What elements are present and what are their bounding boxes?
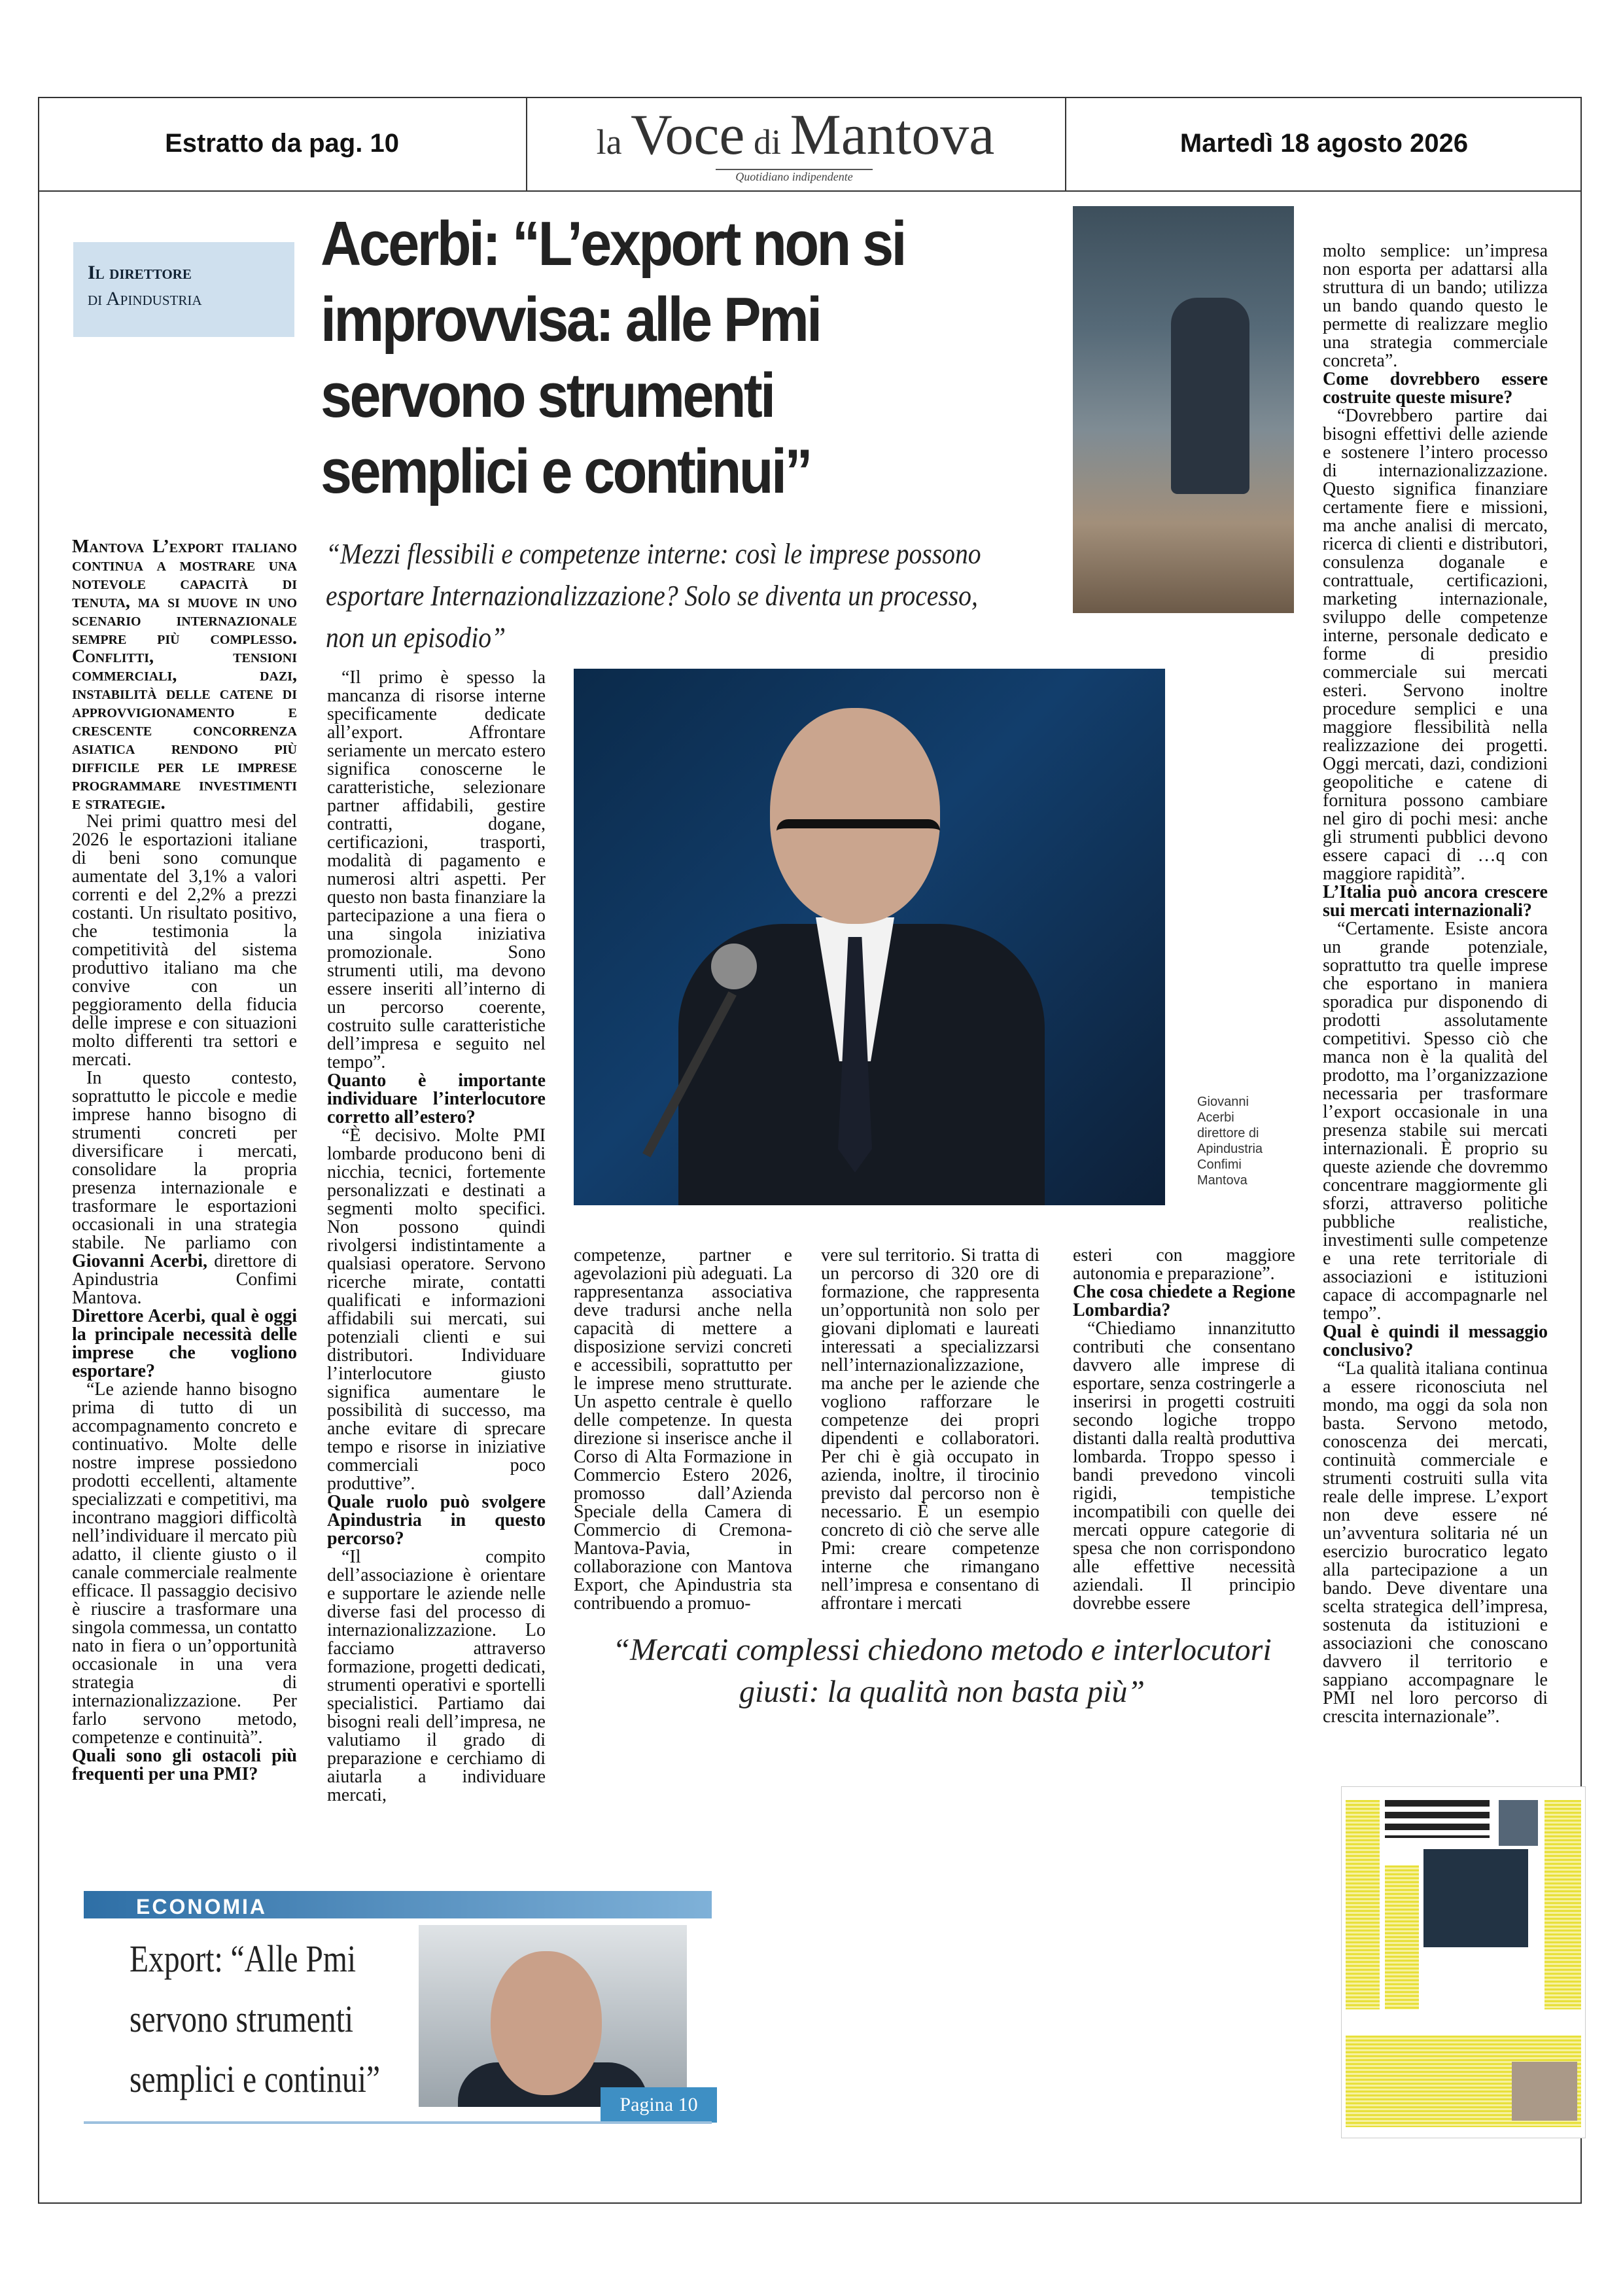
microphone-icon <box>711 944 757 989</box>
interview-answer: “Certamente. Esiste ancora un grande potenziale, soprattutto tra quelle imprese che esportano in maniera sporadica pur disponendo di prodotti assolutamente competitivi. Spesso ciò che manca non è la qualità del prodotto, ma l’organizzazione necessaria per trasformare l’export occasionale in una presenza stabile sui mercati internazionali. È proprio su queste aziende che dovremmo concentrare maggiormente gli sforzi, attraverso politiche pubbliche realistiche, investimenti sulle competenze e una rete territoriale di associazioni e istituzioni capace di accompagnarle nel tempo”. <box>1323 919 1548 1324</box>
logo-la: la <box>596 122 622 162</box>
interview-question: Direttore Acerbi, qual è oggi la principale necessità delle imprese che vogliono esportare? <box>72 1306 297 1381</box>
column-paragraph: esteri con maggiore autonomia e preparazione”. <box>1073 1245 1295 1284</box>
column-paragraph: Nei primi quattro mesi del 2026 le esportazioni italiane di beni sono comunque aumentate del 3,1% a valori correnti e del 2,2% a prezzi costanti. Un risultato positivo, che testimonia la competitività del sistema produttivo italiano ma che convive con un peggioramento della fiducia delle imprese e con situazioni molto differenti tra settori e mercati. <box>72 811 297 1070</box>
article-column-2 <box>327 669 546 1805</box>
logo-voce: Voce <box>631 103 745 167</box>
interview-question: L’Italia può ancora crescere sui mercati internazionali? <box>1323 882 1548 921</box>
column-paragraph <box>72 1069 297 1307</box>
column-paragraph: molto semplice: un’impresa non esporta per adattarsi alla struttura di un bando; utilizza un bando quando questo le permette di realizzare meglio una strategia commerciale concreta”. <box>1323 241 1548 371</box>
column-paragraph: “Il primo è spesso la mancanza di risorse interne specificamente dedicate all’export. Affrontare seriamente un mercato estero significa conoscerne le caratteristiche, selezionare partner affidabili, gestire contratti, dogane, certificazioni, trasporti, modalità di pagamento e numerosi altri aspetti. Per questo non basta finanziare la partecipazione a una fiera o una singola iniziativa promozionale. Sono strumenti utili, ma devono essere inseriti all’interno di un percorso coerente, costruito sulle caratteristiche dell’impresa e seguito nel tempo”. <box>327 667 546 1072</box>
extract-page-label: Estratto da pag. 10 <box>38 97 527 190</box>
face-shape <box>770 708 940 924</box>
column-paragraph: competenze, partner e agevolazioni più adeguati. La rappresentanza associativa deve tradursi anche nella capacità di mettere a disposizione servizi concreti e accessibili, soprattutto per le imprese meno strutturate. Un aspetto centrale è quello delle competenze. In questa direzione si inserisce anche il Corso di Alta Formazione in Commercio Estero 2026, promosso dall’Azienda Speciale della Camera di Commercio di Cremona-Mantova-Pavia, in collaborazione con Mantova Export, che Apindustria sta contribuendo a promuo- <box>574 1245 792 1614</box>
logo-mantova: Mantova <box>790 103 995 167</box>
paragraph-text: In questo contesto, soprattutto le piccole e medie imprese hanno bisogno di strumenti concreti per diversificare i mercati, consolidare la propria presenza internazionale e trasformare le esportazioni occasionali in una strategia stabile. Ne parliamo con <box>72 1068 297 1253</box>
thumb-column <box>1544 1800 1581 2009</box>
interview-question: Quali sono gli ostacoli più frequenti per una PMI? <box>72 1746 297 1784</box>
teaser-face-shape <box>491 1951 602 2095</box>
article-column-6 <box>1323 242 1548 1726</box>
teaser-page-badge: Pagina 10 <box>601 2087 717 2123</box>
interview-question: Quale ruolo può svolgere Apindustria in questo percorso? <box>327 1492 546 1549</box>
paragraph-text: L’export italiano continua a mostrare una notevole capacità di tenuta, ma si muove in uno scenario internazionale sempre più complesso. Conflitti, tensioni commerciali, dazi, instabilità delle catene di approvvigionamento e crescente concorrenza asiatica rendono più difficile per le imprese programmare investimenti e strategie. <box>72 537 298 813</box>
thumb-photo <box>1499 1800 1538 1846</box>
article-summary: “Mezzi flessibili e competenze interne: così le imprese possono esportare Internazionalizzazione? Solo se diventa un processo, non un episodio” <box>326 538 981 654</box>
interview-question: Quanto è importante individuare l’interlocutore corretto all’estero? <box>327 1070 546 1127</box>
thumb-photo <box>1423 1849 1528 1947</box>
economia-label: ECONOMIA <box>136 1895 267 1918</box>
factory-photo <box>1073 206 1294 613</box>
column-paragraph: vere sul territorio. Si tratta di un percorso di 320 ore di formazione, che rappresenta un’opportunità non solo per giovani diplomati e laureati interessati a specializzarsi nell’internazionalizzazione, ma anche per le aziende che vogliono rafforzare le competenze dei propri dipendenti e collaboratori. Per chi è già occupato in azienda, inoltre, il tirocinio previsto dal percorso non è necessario. È un esempio concreto di ciò che serve alle Pmi: creare competenze interne che rimangano nell’impresa e consentano di affrontare i mercati <box>821 1245 1039 1614</box>
interview-answer: “È decisivo. Molte PMI lombarde producono beni di nicchia, tecnici, fortemente personalizzati e destinati a segmenti molto specifici. Non possono quindi rivolgersi indistintamente a qualsiasi operatore. Servono ricerche mirate, contatti qualificati e informazioni affidabili sui mercati, sui potenziali clienti e sui distributori. Individuare l’interlocutore giusto significa aumentare le possibilità di successo, ma anche evitare di sprecare tempo e risorse in iniziative commerciali poco produttive”. <box>327 1125 546 1494</box>
article-column-4 <box>821 1246 1039 1613</box>
teaser-underline <box>84 2121 712 2124</box>
interview-answer: “Dovrebbero partire dai bisogni effettivi delle aziende e sostenere l’intero processo di internazionalizzazione. Questo significa finanziare certamente fiere e missioni, ma anche analisi di mercato, ricerca di clienti e distributori, consulenza doganale e contrattuale, certificazioni, marketing internazionale, sviluppo delle competenze interne, personale dedicato e forme di presidio commerciale sui mercati esteri. Servono inoltre procedure semplici e una maggiore flessibilità nella realizzazione dei progetti. Oggi mercati, dazi, condizioni geopolitiche e catene di fornitura possono cambiare nel giro di pochi mesi: anche gli strumenti pubblici devono essere capaci di …q con maggiore rapidità”. <box>1323 406 1548 884</box>
article-column-5 <box>1073 1246 1295 1613</box>
interview-answer: “La qualità italiana continua a essere riconosciuta nel mondo, ma oggi da sola non basta. Servono metodo, conoscenza dei mercati, continuità commerciale e strumenti costruiti sulla vita reale delle imprese. L’export non deve essere né un’avventura solitaria né un esercizio burocratico legato alla partecipazione a un bando. Deve diventare una scelta strategica dell’impresa, sostenuta da istituzioni e associazioni che conoscano davvero il territorio e sappiano accompagnare le PMI nel loro percorso di crescita internazionale”. <box>1323 1358 1548 1727</box>
teaser-photo <box>419 1925 687 2107</box>
photo-caption: Giovanni Acerbi direttore di Apindustria Confimi Mantova <box>1197 1095 1263 1188</box>
dateline: Mantova <box>72 537 145 557</box>
newspaper-logo <box>526 97 1065 190</box>
logo-subtitle: Quotidiano indipendente <box>716 169 873 184</box>
column-paragraph <box>72 538 297 813</box>
pull-quote: “Mercati complessi chiedono metodo e interlocutori giusti: la qualità non basta più” <box>612 1633 1272 1709</box>
article-column-1 <box>72 538 297 1784</box>
teaser-title: Export: “Alle Pmi servono strumenti semplici e continui” <box>130 1937 381 2100</box>
paragraph-text: direttore di Apindustria Confimi Mantova. <box>72 1251 298 1308</box>
section-kicker <box>73 242 294 337</box>
logo-di: di <box>753 122 781 162</box>
interview-question: Qual è quindi il messaggio conclusivo? <box>1323 1322 1548 1360</box>
glasses-shape <box>777 819 940 858</box>
article-headline: Acerbi: “L’export non si improvvisa: alle Pmi servono strumenti semplici e continui” <box>321 209 905 506</box>
page-thumbnail <box>1341 1786 1586 2138</box>
interview-answer: “Chiediamo innanzitutto contributi che consentano davvero alle imprese di esportare, senza costringerle a inserirsi in progetti costruiti secondo logiche troppo distanti dalla realtà produttiva lombarda. Troppo spesso i bandi prevedono vincoli rigidi, tempistiche incompatibili con quelle dei mercati oppure categorie di spesa che non corrispondono alle effettive necessità aziendali. Il principio dovrebbe essere <box>1073 1318 1295 1614</box>
interviewee-name: Giovanni Acerbi, <box>72 1251 207 1271</box>
worker-figure <box>1171 298 1249 494</box>
thumb-headline <box>1385 1800 1490 1838</box>
kicker-line-2: di Apindustria <box>88 288 202 309</box>
interview-answer: “Il compito dell’associazione è orientare e supportare le aziende nelle diverse fasi del processo di internazionalizzazione. Lo facciamo attraverso formazione, progetti dedicati, strumenti operativi e sportelli specialistici. Partiamo dai bisogni reali dell’impresa, ne valutiamo il grado di preparazione e cerchiamo di aiutarla a individuare mercati, <box>327 1547 546 1805</box>
article-column-3 <box>574 1246 792 1613</box>
clipping-header <box>38 97 1582 192</box>
portrait-photo <box>574 669 1165 1205</box>
interview-question: Come dovrebbero essere costruite queste misure? <box>1323 369 1548 408</box>
economia-teaser <box>84 1891 712 2133</box>
kicker-line-1: Il direttore <box>88 262 192 283</box>
thumb-column <box>1346 1800 1380 2009</box>
thumb-photo <box>1512 2062 1577 2121</box>
interview-question: Che cosa chiedete a Regione Lombardia? <box>1073 1282 1295 1320</box>
issue-date: Martedì 18 agosto 2026 <box>1065 97 1582 190</box>
interview-answer: “Le aziende hanno bisogno prima di tutto di un accompagnamento concreto e continuativo. Molte delle nostre imprese possiedono prodotti eccellenti, altamente specializzati e competitivi, ma incontrano maggiori difficoltà nell’individuare il mercato più adatto, il cliente giusto o il canale commerciale realmente efficace. Il passaggio decisivo è riuscire a trasformare una singola commessa, un contatto nato in fiera o un’opportunità occasionale in una vera strategia di internazionalizzazione. Per farlo servono metodo, competenze e continuità”. <box>72 1379 297 1748</box>
thumb-column <box>1385 1865 1419 2009</box>
